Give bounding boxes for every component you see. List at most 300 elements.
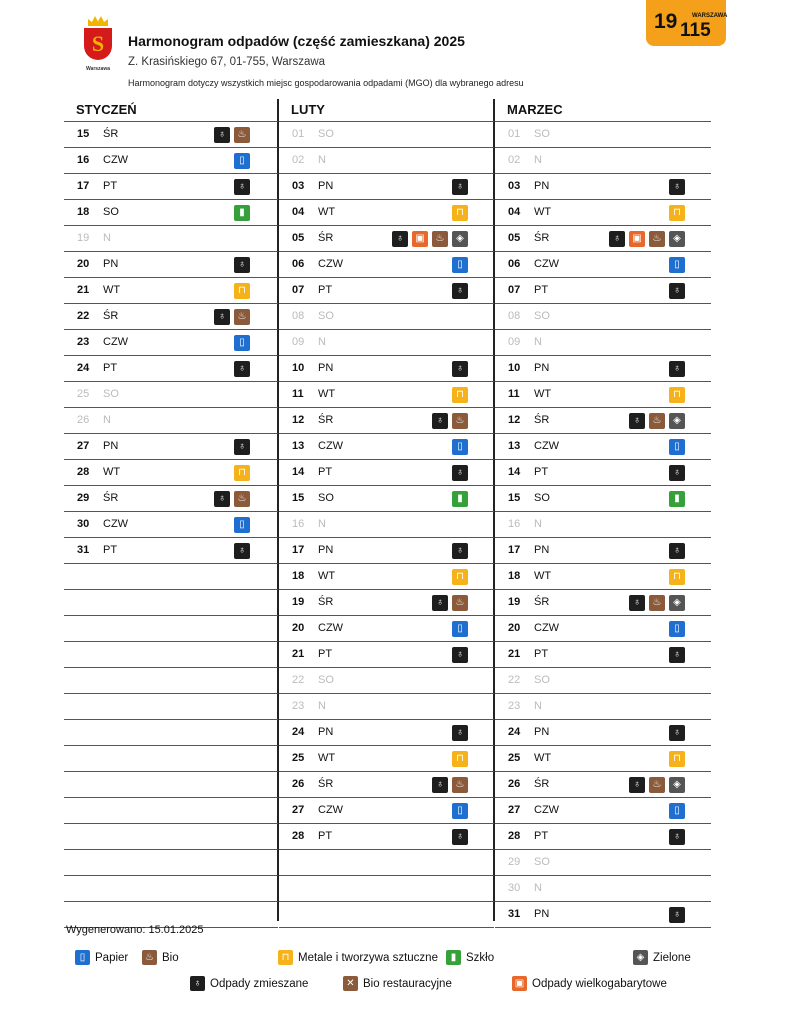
paper-icon: ▯: [452, 439, 468, 455]
paper-icon: ▯: [452, 621, 468, 637]
day-number: 24: [77, 362, 90, 374]
waste-icons: [452, 465, 468, 481]
weekday: SO: [534, 856, 550, 868]
day-number: 02: [292, 154, 305, 166]
weekday: SO: [534, 310, 550, 322]
mixed-waste-icon: ♁: [452, 283, 468, 299]
day-number: 18: [508, 570, 521, 582]
day-number: 15: [508, 492, 521, 504]
green-waste-icon: ◈: [669, 777, 685, 793]
day-row: [495, 642, 711, 668]
weekday: CZW: [318, 804, 344, 816]
day-number: 31: [77, 544, 90, 556]
hotline-badge: [646, 0, 726, 46]
metal-plastic-icon: ⊓: [669, 751, 685, 767]
paper-icon: ▯: [669, 621, 685, 637]
day-row: [64, 538, 278, 564]
weekday: ŚR: [534, 232, 550, 244]
day-row: [279, 772, 494, 798]
day-row: [495, 590, 711, 616]
day-row: [495, 538, 711, 564]
waste-icons: [452, 283, 468, 299]
bio-waste-icon: ♨: [649, 595, 665, 611]
day-row: [279, 590, 494, 616]
waste-icons: [234, 517, 250, 533]
weekday: N: [534, 336, 542, 348]
day-row: [279, 538, 494, 564]
waste-icons: [452, 725, 468, 741]
legend-item-wielko: [512, 976, 667, 991]
mixed-waste-icon: ♁: [452, 361, 468, 377]
day-number: 06: [292, 258, 305, 270]
paper-icon: ▯: [234, 335, 250, 351]
waste-icons: [214, 491, 250, 507]
day-row: [495, 824, 711, 850]
day-number: 31: [508, 908, 521, 920]
day-row: [64, 408, 278, 434]
day-row: [495, 850, 711, 876]
mixed-waste-icon: ♁: [234, 179, 250, 195]
mixed-waste-icon: ♁: [392, 231, 408, 247]
day-row: [279, 174, 494, 200]
day-row: [495, 148, 711, 174]
weekday: WT: [103, 284, 121, 296]
weekday: PT: [318, 830, 333, 842]
bulky-waste-icon: ▣: [512, 976, 527, 991]
empty-row: [64, 720, 278, 746]
bulky-waste-icon: ▣: [629, 231, 645, 247]
mixed-waste-icon: ♁: [452, 829, 468, 845]
weekday: N: [318, 518, 326, 530]
warsaw-logo: [82, 16, 114, 76]
day-number: 15: [292, 492, 305, 504]
weekday: N: [318, 154, 326, 166]
day-number: 26: [292, 778, 305, 790]
day-number: 06: [508, 258, 521, 270]
mixed-waste-icon: ♁: [432, 595, 448, 611]
waste-icons: [452, 829, 468, 845]
weekday: ŚR: [103, 310, 119, 322]
bio-waste-icon: ♨: [649, 231, 665, 247]
weekday: PN: [318, 180, 334, 192]
waste-icons: [234, 335, 250, 351]
weekday: WT: [318, 388, 336, 400]
waste-icons: [452, 387, 468, 403]
day-row: [495, 200, 711, 226]
legend-item-szklo: [446, 950, 494, 965]
day-row: [495, 252, 711, 278]
paper-icon: ▯: [234, 517, 250, 533]
mixed-waste-icon: ♁: [669, 283, 685, 299]
day-row: [279, 408, 494, 434]
day-number: 16: [508, 518, 521, 530]
glass-icon: ▮: [234, 205, 250, 221]
day-number: 17: [508, 544, 521, 556]
weekday: N: [103, 232, 111, 244]
day-number: 28: [508, 830, 521, 842]
waste-icons: [669, 803, 685, 819]
weekday: PT: [103, 544, 118, 556]
day-row: [495, 798, 711, 824]
bio-waste-icon: ♨: [234, 491, 250, 507]
weekday: SO: [534, 674, 550, 686]
day-number: 27: [508, 804, 521, 816]
day-number: 25: [508, 752, 521, 764]
day-number: 14: [508, 466, 521, 478]
weekday: ŚR: [534, 778, 550, 790]
badge-top: 19: [654, 10, 678, 33]
waste-icons: [452, 179, 468, 195]
mixed-waste-icon: ♁: [214, 309, 230, 325]
glass-icon: ▮: [669, 491, 685, 507]
mixed-waste-icon: ♁: [629, 595, 645, 611]
day-number: 10: [508, 362, 521, 374]
mixed-waste-icon: ♁: [432, 777, 448, 793]
waste-icons: [234, 153, 250, 169]
day-number: 23: [77, 336, 90, 348]
weekday: WT: [534, 206, 552, 218]
day-row: [279, 382, 494, 408]
waste-icons: [669, 205, 685, 221]
day-row: [495, 720, 711, 746]
legend-label: Metale i tworzywa sztuczne: [298, 951, 438, 964]
day-row: [279, 720, 494, 746]
waste-icons: [452, 569, 468, 585]
day-row: [279, 746, 494, 772]
metal-plastic-icon: ⊓: [452, 387, 468, 403]
waste-icons: [452, 257, 468, 273]
day-number: 29: [508, 856, 521, 868]
waste-icons: [669, 257, 685, 273]
month-title: MARZEC: [507, 102, 563, 117]
mixed-waste-icon: ♁: [190, 976, 205, 991]
day-row: [64, 200, 278, 226]
day-row: [64, 226, 278, 252]
metal-plastic-icon: ⊓: [234, 283, 250, 299]
weekday: CZW: [534, 804, 560, 816]
waste-icons: [629, 595, 685, 611]
weekday: PN: [318, 544, 334, 556]
weekday: CZW: [103, 154, 129, 166]
bio-waste-icon: ♨: [452, 595, 468, 611]
waste-icons: [234, 257, 250, 273]
weekday: CZW: [103, 518, 129, 530]
weekday: PT: [534, 648, 549, 660]
legend-item-zielone: [633, 950, 691, 965]
bio-waste-icon: ♨: [452, 413, 468, 429]
day-number: 22: [77, 310, 90, 322]
paper-icon: ▯: [452, 257, 468, 273]
day-number: 11: [508, 388, 520, 400]
waste-icons: [234, 283, 250, 299]
mixed-waste-icon: ♁: [629, 777, 645, 793]
day-row: [495, 512, 711, 538]
waste-icons: [234, 543, 250, 559]
weekday: N: [103, 414, 111, 426]
weekday: CZW: [318, 258, 344, 270]
weekday: SO: [318, 492, 334, 504]
day-row: [279, 122, 494, 148]
day-number: 26: [508, 778, 521, 790]
day-row: [495, 122, 711, 148]
waste-icons: [669, 907, 685, 923]
day-row: [64, 330, 278, 356]
legend-item-bio: [142, 950, 179, 965]
day-row: [495, 434, 711, 460]
green-waste-icon: ◈: [633, 950, 648, 965]
mixed-waste-icon: ♁: [234, 439, 250, 455]
weekday: ŚR: [534, 596, 550, 608]
mixed-waste-icon: ♁: [214, 491, 230, 507]
mixed-waste-icon: ♁: [452, 179, 468, 195]
day-number: 28: [77, 466, 90, 478]
legend-item-biorest: [343, 976, 452, 991]
bio-waste-icon: ♨: [142, 950, 157, 965]
day-row: [64, 122, 278, 148]
waste-icons: [669, 621, 685, 637]
weekday: ŚR: [318, 414, 334, 426]
waste-icons: [392, 231, 468, 247]
day-number: 11: [292, 388, 304, 400]
day-number: 05: [508, 232, 521, 244]
day-row: [279, 356, 494, 382]
day-number: 18: [77, 206, 90, 218]
day-row: [279, 434, 494, 460]
weekday: WT: [318, 570, 336, 582]
weekday: PN: [103, 440, 119, 452]
weekday: PN: [318, 362, 334, 374]
crown-icon: [88, 16, 108, 26]
day-row: [279, 148, 494, 174]
day-number: 09: [292, 336, 305, 348]
weekday: ŚR: [318, 232, 334, 244]
day-number: 25: [77, 388, 90, 400]
day-row: [279, 668, 494, 694]
waste-icons: [452, 751, 468, 767]
weekday: CZW: [103, 336, 129, 348]
empty-row: [64, 642, 278, 668]
day-row: [495, 694, 711, 720]
empty-row: [64, 798, 278, 824]
day-number: 09: [508, 336, 521, 348]
mixed-waste-icon: ♁: [669, 179, 685, 195]
mixed-waste-icon: ♁: [669, 907, 685, 923]
day-number: 20: [292, 622, 305, 634]
empty-row: [64, 876, 278, 902]
mixed-waste-icon: ♁: [452, 543, 468, 559]
day-number: 07: [292, 284, 305, 296]
day-number: 08: [292, 310, 305, 322]
mixed-waste-icon: ♁: [452, 725, 468, 741]
waste-icons: [669, 179, 685, 195]
day-row: [495, 174, 711, 200]
day-row: [495, 278, 711, 304]
bio-waste-icon: ♨: [649, 777, 665, 793]
mixed-waste-icon: ♁: [452, 465, 468, 481]
mixed-waste-icon: ♁: [669, 725, 685, 741]
weekday: ŚR: [534, 414, 550, 426]
badge-number: 115: [680, 20, 711, 41]
bio-waste-icon: ♨: [452, 777, 468, 793]
day-number: 27: [292, 804, 305, 816]
address: Z. Krasińskiego 67, 01-755, Warszawa: [128, 56, 326, 68]
glass-icon: ▮: [452, 491, 468, 507]
page-title: Harmonogram odpadów (część zamieszkana) 2025: [128, 33, 465, 49]
weekday: PT: [318, 648, 333, 660]
metal-plastic-icon: ⊓: [452, 569, 468, 585]
weekday: ŚR: [318, 596, 334, 608]
day-row: [64, 434, 278, 460]
metal-plastic-icon: ⊓: [452, 751, 468, 767]
day-row: [279, 642, 494, 668]
waste-icons: [452, 361, 468, 377]
day-row: [64, 148, 278, 174]
weekday: PT: [534, 466, 549, 478]
day-row: [64, 382, 278, 408]
day-number: 17: [292, 544, 305, 556]
day-number: 16: [77, 154, 90, 166]
waste-icons: [629, 413, 685, 429]
waste-icons: [432, 777, 468, 793]
weekday: PT: [103, 362, 118, 374]
day-number: 23: [508, 700, 521, 712]
day-number: 10: [292, 362, 305, 374]
weekday: WT: [534, 570, 552, 582]
day-number: 01: [508, 128, 521, 140]
day-row: [495, 772, 711, 798]
bulky-waste-icon: ▣: [412, 231, 428, 247]
weekday: PN: [534, 362, 550, 374]
weekday: PN: [318, 726, 334, 738]
metal-plastic-icon: ⊓: [452, 205, 468, 221]
day-number: 30: [508, 882, 521, 894]
waste-icons: [669, 725, 685, 741]
day-row: [64, 252, 278, 278]
coat-of-arms-icon: S: [84, 28, 112, 60]
weekday: N: [534, 154, 542, 166]
mixed-waste-icon: ♁: [234, 543, 250, 559]
day-number: 12: [508, 414, 521, 426]
day-number: 24: [508, 726, 521, 738]
weekday: CZW: [318, 622, 344, 634]
day-row: [495, 616, 711, 642]
day-number: 12: [292, 414, 305, 426]
day-number: 29: [77, 492, 90, 504]
weekday: CZW: [534, 440, 560, 452]
weekday: PT: [318, 466, 333, 478]
weekday: SO: [318, 128, 334, 140]
day-number: 22: [292, 674, 305, 686]
waste-icons: [452, 543, 468, 559]
day-number: 20: [77, 258, 90, 270]
mixed-waste-icon: ♁: [669, 361, 685, 377]
legend-label: Szkło: [466, 951, 495, 964]
legend-label: Bio: [162, 951, 179, 964]
green-waste-icon: ◈: [669, 595, 685, 611]
day-number: 13: [292, 440, 305, 452]
empty-row: [64, 824, 278, 850]
day-number: 14: [292, 466, 305, 478]
legend-label: Odpady zmieszane: [210, 977, 309, 990]
day-row: [495, 304, 711, 330]
month-column-february: [279, 99, 494, 928]
waste-icons: [214, 309, 250, 325]
day-number: 01: [292, 128, 305, 140]
weekday: SO: [318, 310, 334, 322]
day-number: 30: [77, 518, 90, 530]
day-number: 18: [292, 570, 305, 582]
day-row: [64, 278, 278, 304]
day-number: 19: [292, 596, 305, 608]
waste-icons: [669, 439, 685, 455]
legend-label: Papier: [95, 951, 129, 964]
day-row: [279, 512, 494, 538]
metal-plastic-icon: ⊓: [669, 205, 685, 221]
weekday: N: [534, 518, 542, 530]
empty-row: [279, 902, 494, 928]
day-row: [495, 876, 711, 902]
paper-icon: ▯: [669, 803, 685, 819]
metal-plastic-icon: ⊓: [669, 569, 685, 585]
weekday: PN: [534, 908, 550, 920]
month-title: STYCZEŃ: [76, 102, 137, 117]
day-row: [279, 330, 494, 356]
day-row: [279, 252, 494, 278]
day-row: [279, 226, 494, 252]
day-row: [495, 902, 711, 928]
paper-icon: ▯: [234, 153, 250, 169]
mixed-waste-icon: ♁: [629, 413, 645, 429]
weekday: WT: [318, 752, 336, 764]
day-row: [495, 356, 711, 382]
empty-row: [64, 746, 278, 772]
weekday: PT: [103, 180, 118, 192]
waste-icons: [452, 491, 468, 507]
weekday: WT: [318, 206, 336, 218]
month-column-march: [495, 99, 711, 928]
waste-icons: [452, 803, 468, 819]
empty-row: [64, 772, 278, 798]
day-number: 20: [508, 622, 521, 634]
day-number: 26: [77, 414, 90, 426]
day-number: 08: [508, 310, 521, 322]
waste-icons: [669, 751, 685, 767]
day-number: 07: [508, 284, 521, 296]
empty-row: [64, 694, 278, 720]
metal-plastic-icon: ⊓: [278, 950, 293, 965]
empty-row: [64, 850, 278, 876]
paper-icon: ▯: [452, 803, 468, 819]
day-row: [279, 798, 494, 824]
bio-waste-icon: ♨: [432, 231, 448, 247]
paper-icon: ▯: [669, 439, 685, 455]
weekday: PN: [534, 180, 550, 192]
weekday: CZW: [534, 622, 560, 634]
legend-item-papier: [75, 950, 128, 965]
day-row: [64, 512, 278, 538]
legend-item-zmieszane: [190, 976, 308, 991]
mixed-waste-icon: ♁: [234, 257, 250, 273]
mixed-waste-icon: ♁: [669, 465, 685, 481]
waste-icons: [609, 231, 685, 247]
day-number: 17: [77, 180, 90, 192]
day-row: [279, 694, 494, 720]
weekday: WT: [534, 752, 552, 764]
bio-waste-icon: ♨: [234, 309, 250, 325]
glass-icon: ▮: [446, 950, 461, 965]
day-number: 21: [77, 284, 90, 296]
waste-icons: [669, 543, 685, 559]
